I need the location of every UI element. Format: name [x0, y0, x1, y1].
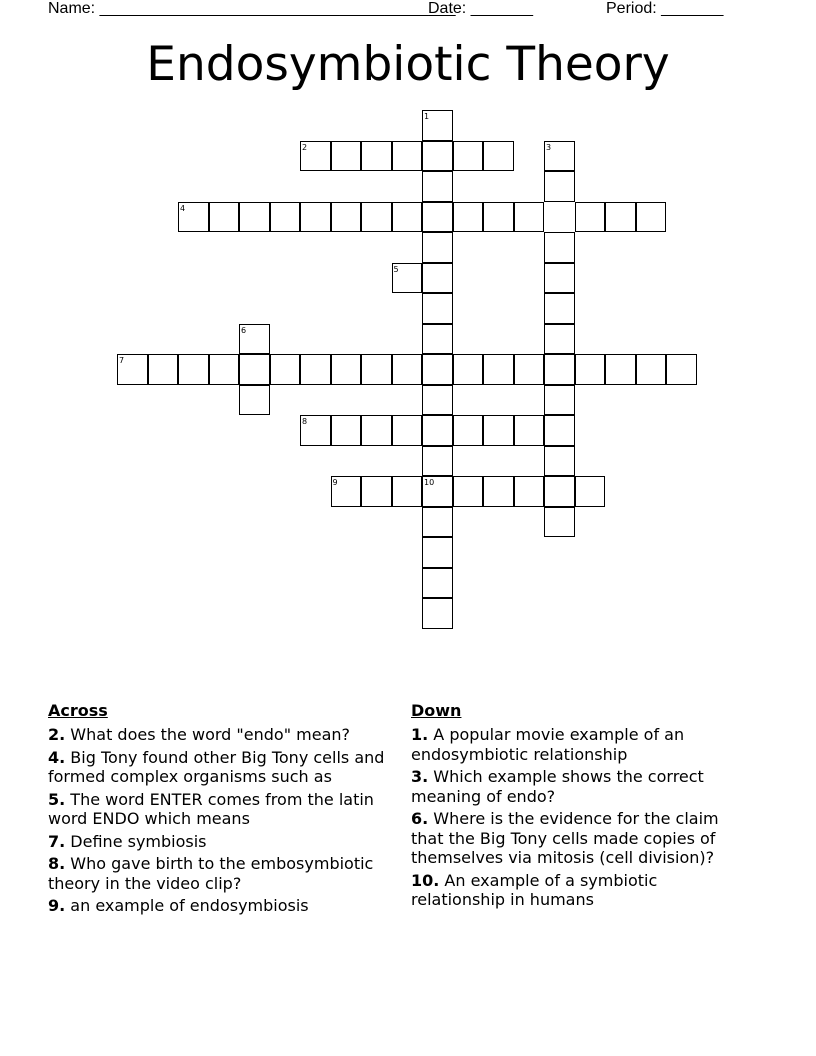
grid-cell[interactable]: [422, 385, 453, 416]
grid-cell[interactable]: [422, 202, 453, 233]
grid-cell[interactable]: [239, 354, 270, 385]
grid-cell[interactable]: [666, 354, 697, 385]
clue-item-number: 10.: [411, 870, 440, 890]
across-clues: [48, 701, 404, 919]
grid-cell[interactable]: [636, 354, 667, 385]
grid-cell[interactable]: [422, 537, 453, 568]
grid-cell[interactable]: [453, 141, 484, 172]
clue-number: 9: [332, 478, 338, 487]
clue-item: [48, 854, 404, 893]
clue-number: 8: [302, 417, 308, 426]
grid-cell[interactable]: [453, 354, 484, 385]
clue-item-text: Big Tony found other Big Tony cells and formed complex organisms such as: [48, 747, 385, 786]
clue-item: [411, 767, 756, 806]
grid-cell[interactable]: [514, 354, 545, 385]
clue-number: 4: [180, 203, 186, 213]
grid-cell[interactable]: [331, 202, 362, 233]
clue-item-text: Who gave birth to the embosymbiotic theory in the video clip?: [48, 854, 374, 893]
grid-cell[interactable]: [422, 232, 453, 263]
grid-cell[interactable]: [422, 446, 453, 477]
clue-item: [48, 748, 404, 787]
clue-number: 10: [424, 478, 435, 487]
grid-cell[interactable]: [453, 202, 484, 233]
grid-cell[interactable]: [544, 232, 575, 263]
down-heading: Down: [411, 701, 462, 720]
grid-cell[interactable]: [544, 324, 575, 355]
grid-cell[interactable]: [422, 324, 453, 355]
grid-cell[interactable]: [270, 202, 301, 233]
clue-item-number: 2.: [48, 725, 66, 744]
grid-cell[interactable]: [361, 202, 392, 233]
clue-item-text: The word ENTER comes from the latin word ENDO which means: [48, 789, 374, 828]
grid-cell[interactable]: [483, 354, 514, 385]
grid-cell[interactable]: [361, 476, 392, 507]
clue-item-text: Where is the evidence for the claim that the Big Tony cells made copies of themselves via mitosis (cell division)?: [411, 809, 719, 867]
grid-cell[interactable]: [575, 202, 606, 233]
grid-cell[interactable]: [483, 202, 514, 233]
grid-cell[interactable]: [575, 476, 606, 507]
grid-cell[interactable]: [361, 415, 392, 446]
clue-item-number: 6.: [411, 809, 429, 828]
grid-cell[interactable]: [270, 354, 301, 385]
clue-item-number: 7.: [48, 831, 66, 851]
clue-item-number: 5.: [48, 789, 66, 809]
grid-cell[interactable]: [483, 415, 514, 446]
grid-cell[interactable]: [331, 141, 362, 172]
grid-cell[interactable]: [361, 141, 392, 172]
clue-item: [48, 896, 404, 916]
clue-item-number: 1.: [411, 725, 429, 744]
grid-cell[interactable]: [544, 385, 575, 416]
clue-item: [48, 725, 404, 745]
grid-cell[interactable]: [514, 476, 545, 507]
grid-cell[interactable]: [514, 415, 545, 446]
grid-cell[interactable]: [422, 263, 453, 294]
grid-cell[interactable]: [239, 385, 270, 416]
page-title: Endosymbiotic Theory: [146, 37, 670, 92]
grid-cell[interactable]: [544, 171, 575, 202]
grid-cell[interactable]: [392, 202, 423, 233]
clue-item-number: 8.: [48, 854, 66, 873]
grid-cell[interactable]: [300, 354, 331, 385]
grid-cell[interactable]: [422, 507, 453, 538]
clue-number: 5: [393, 264, 399, 274]
clue-item: [411, 809, 756, 868]
grid-cell[interactable]: [514, 202, 545, 233]
clue-number: 6: [241, 325, 247, 335]
grid-cell[interactable]: [636, 202, 667, 233]
clue-number: 1: [424, 112, 430, 121]
clue-number: 7: [119, 356, 125, 365]
grid-cell[interactable]: [392, 354, 423, 385]
clue-number: 3: [546, 142, 552, 152]
grid-cell[interactable]: [422, 598, 453, 629]
grid-cell[interactable]: [422, 354, 453, 385]
grid-cell[interactable]: [209, 354, 240, 385]
grid-cell[interactable]: [575, 354, 606, 385]
grid-cell[interactable]: [392, 415, 423, 446]
grid-cell[interactable]: [544, 476, 575, 507]
clue-item-text: Which example shows the correct meaning of endo?: [411, 767, 704, 806]
clue-item: [48, 790, 404, 829]
grid-cell[interactable]: [239, 202, 270, 233]
clue-item: [411, 725, 756, 764]
clue-item-text: An example of a symbiotic relationship in humans: [411, 870, 658, 909]
grid-cell[interactable]: [392, 476, 423, 507]
grid-cell[interactable]: [605, 202, 636, 233]
grid-cell[interactable]: [331, 415, 362, 446]
period-field[interactable]: Period: _______: [606, 0, 724, 17]
grid-cell[interactable]: [178, 354, 209, 385]
grid-cell[interactable]: [331, 354, 362, 385]
name-field[interactable]: Name: ________________________________________: [48, 0, 456, 17]
clue-item: [411, 871, 756, 910]
grid-cell[interactable]: [453, 476, 484, 507]
grid-cell[interactable]: [544, 263, 575, 294]
grid-cell[interactable]: [422, 293, 453, 324]
clue-item-number: 4.: [48, 747, 66, 767]
grid-cell[interactable]: [544, 415, 575, 446]
clue-item: [48, 832, 404, 852]
date-field[interactable]: Date: _______: [428, 0, 533, 17]
grid-cell[interactable]: [605, 354, 636, 385]
down-clues: [411, 701, 756, 913]
grid-cell[interactable]: [544, 293, 575, 324]
grid-cell[interactable]: [483, 476, 514, 507]
clue-item-text: Define symbiosis: [65, 831, 207, 851]
clue-item-number: 3.: [411, 767, 429, 786]
grid-cell[interactable]: [422, 141, 453, 172]
grid-cell[interactable]: [453, 415, 484, 446]
grid-cell[interactable]: [392, 141, 423, 172]
clue-item-text: an example of endosymbiosis: [65, 896, 309, 915]
clue-item-number: 9.: [48, 896, 66, 915]
clue-number: 2: [302, 142, 308, 152]
grid-cell[interactable]: [422, 171, 453, 202]
grid-cell[interactable]: [544, 354, 575, 385]
grid-cell[interactable]: [544, 507, 575, 538]
clue-item-text: What does the word "endo" mean?: [65, 725, 350, 744]
grid-cell[interactable]: [300, 202, 331, 233]
grid-cell[interactable]: [483, 141, 514, 172]
grid-cell[interactable]: [148, 354, 179, 385]
grid-cell[interactable]: [544, 446, 575, 477]
grid-cell[interactable]: [422, 415, 453, 446]
student-info-header: [48, 0, 768, 20]
across-heading: Across: [48, 701, 108, 720]
grid-cell[interactable]: [422, 568, 453, 599]
clue-item-text: A popular movie example of an endosymbiotic relationship: [411, 725, 685, 764]
grid-cell[interactable]: [361, 354, 392, 385]
grid-cell[interactable]: [209, 202, 240, 233]
